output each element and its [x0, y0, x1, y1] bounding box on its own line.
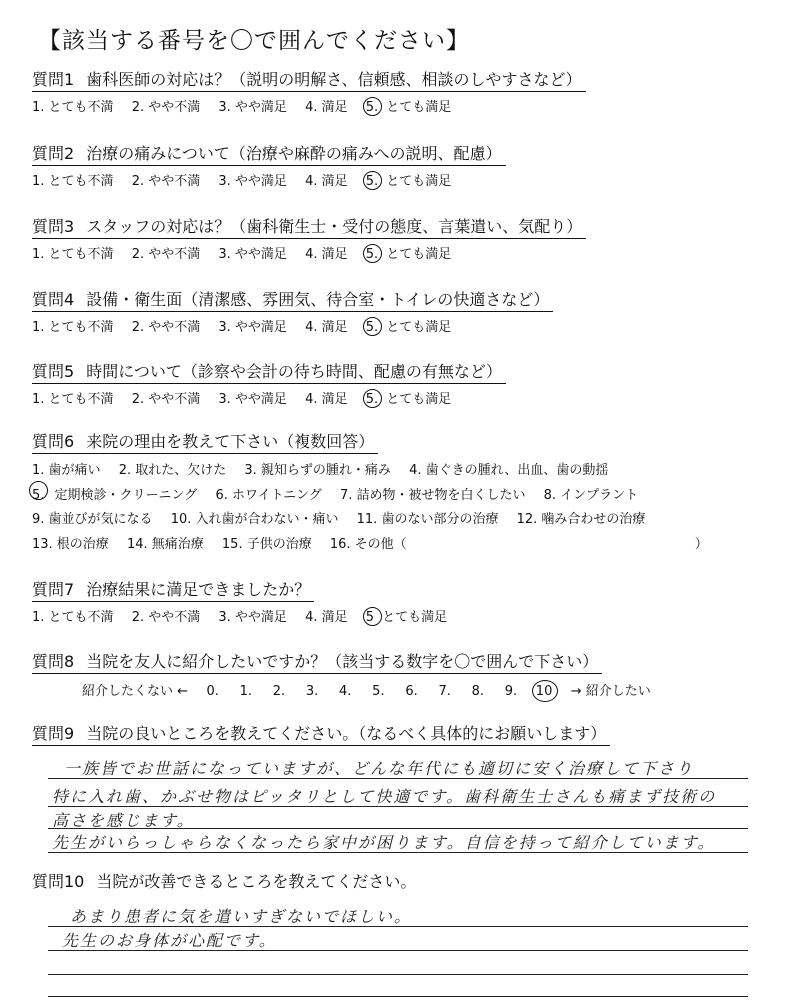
- reason-option[interactable]: 11. 歯のない部分の治療: [356, 512, 499, 527]
- option-2[interactable]: 2. やや不満: [131, 174, 201, 189]
- option-4[interactable]: 4. 満足: [305, 610, 348, 625]
- reason-option[interactable]: 7. 詰め物・被せ物を白くしたい: [339, 487, 526, 503]
- option-5-label: とても満足: [382, 610, 448, 625]
- scale-0[interactable]: 0.: [206, 684, 219, 699]
- question-label: 質問8: [32, 652, 75, 671]
- handwritten-answer-line: 特に入れ歯、かぶせ物はピッタリとして快適です。歯科衛生士さんも痛まず技術の: [52, 787, 717, 806]
- question-text: 当院を友人に紹介したいですか？（該当する数字を〇で囲んで下さい）: [86, 652, 599, 671]
- reason-option[interactable]: 13. 根の治療: [32, 536, 109, 552]
- reason-option[interactable]: 15. 子供の治療: [221, 536, 312, 552]
- option-5-circled[interactable]: 5.: [365, 174, 379, 189]
- recommend-scale: [82, 680, 752, 699]
- question-label: 質問7: [32, 580, 75, 599]
- reason-options: [32, 459, 752, 557]
- question-text: 歯科医師の対応は？（説明の明解さ、信頼感、相談のしやすさなど）: [86, 70, 582, 89]
- question-label: 質問4: [32, 290, 75, 309]
- option-5-label: とても満足: [386, 247, 452, 262]
- option-1[interactable]: 1. とても不満: [32, 174, 114, 189]
- question-8: [32, 652, 752, 699]
- option-5-circled[interactable]: 5: [365, 610, 375, 625]
- reason-option[interactable]: 6. ホワイトニング: [215, 487, 322, 503]
- option-3[interactable]: 3. やや満足: [218, 392, 287, 407]
- question-9: [32, 724, 752, 746]
- question-label: 質問1: [32, 70, 75, 89]
- rating-options: [32, 96, 752, 115]
- question-text: 治療結果に満足できましたか？: [86, 580, 311, 599]
- question-text: 治療の痛みについて（治療や麻酔の痛みへの説明、配慮）: [86, 144, 502, 163]
- rating-options: [32, 243, 752, 262]
- option-3[interactable]: 3. やや満足: [218, 174, 287, 189]
- reason-option-label: 定期検診・クリーニング: [54, 487, 198, 503]
- rating-options: [32, 606, 752, 625]
- option-5-label: とても満足: [386, 392, 452, 407]
- reason-option[interactable]: 9. 歯並びが気になる: [32, 512, 153, 527]
- reason-option[interactable]: 12. 噛み合わせの治療: [516, 512, 646, 527]
- other-close-paren: ）: [694, 536, 708, 552]
- other-option[interactable]: 16. その他（: [329, 536, 407, 552]
- answer-line: [48, 974, 748, 975]
- question-text: 設備・衛生面（清潔感、雰囲気、待合室・トイレの快適さなど）: [86, 290, 550, 309]
- option-1[interactable]: 1. とても不満: [32, 320, 114, 335]
- reason-option[interactable]: 2. 取れた、欠けた: [118, 463, 227, 478]
- scale-10-circled[interactable]: 10: [530, 684, 559, 699]
- option-1[interactable]: 1. とても不満: [32, 610, 114, 625]
- question-text: 時間について（診察や会計の待ち時間、配慮の有無など）: [86, 362, 502, 381]
- question-label: 質問10: [32, 872, 85, 891]
- question-label: 質問2: [32, 144, 75, 163]
- option-5-circled[interactable]: 5.: [365, 247, 379, 262]
- scale-6[interactable]: 6.: [405, 684, 418, 699]
- question-6: [32, 432, 752, 557]
- option-5-circled[interactable]: 5.: [365, 320, 379, 335]
- option-2[interactable]: 2. やや不満: [131, 247, 201, 262]
- handwritten-answer-line: 先生がいらっしゃらなくなったら家中が困ります。自信を持って紹介しています。: [52, 833, 716, 852]
- question-text: 来院の理由を教えて下さい（複数回答）: [86, 432, 375, 451]
- option-4[interactable]: 4. 満足: [305, 392, 348, 407]
- scale-2[interactable]: 2.: [272, 684, 286, 699]
- option-3[interactable]: 3. やや満足: [218, 610, 287, 625]
- scale-7[interactable]: 7.: [438, 684, 451, 699]
- scale-left-label: 紹介したくない ←: [82, 684, 189, 699]
- question-1: [32, 70, 752, 115]
- question-7: [32, 580, 752, 625]
- option-2[interactable]: 2. やや不満: [131, 610, 201, 625]
- question-text: スタッフの対応は？（歯科衛生士・受付の態度、言葉遣い、気配り）: [86, 217, 583, 236]
- reason-option[interactable]: 14. 無痛治療: [126, 536, 204, 552]
- scale-8[interactable]: 8.: [471, 684, 484, 699]
- reason-option[interactable]: 1. 歯が痛い: [32, 463, 101, 478]
- question-label: 質問9: [32, 724, 75, 743]
- option-4[interactable]: 4. 満足: [305, 174, 348, 189]
- handwritten-answer-line: 一族皆でお世話になっていますが、どんな年代にも適切に安く治療して下さり: [64, 759, 695, 778]
- option-4[interactable]: 4. 満足: [305, 320, 348, 335]
- option-2[interactable]: 2. やや不満: [131, 320, 201, 335]
- option-4[interactable]: 4. 満足: [305, 247, 348, 262]
- handwritten-answer-line: 高さを感じます。: [52, 811, 195, 830]
- question-10: [32, 872, 752, 892]
- reason-option[interactable]: 4. 歯ぐきの腫れ、出血、歯の動揺: [409, 463, 609, 478]
- question-3: [32, 217, 752, 262]
- question-2: [32, 144, 752, 189]
- question-label: 質問3: [32, 217, 75, 236]
- scale-3[interactable]: 3.: [305, 684, 319, 699]
- question-text: 当院が改善できるところを教えてください。: [96, 872, 417, 891]
- option-5-label: とても満足: [386, 174, 452, 189]
- option-5-circled[interactable]: 5.: [365, 392, 379, 407]
- reason-option[interactable]: 10. 入れ歯が合わない・痛い: [170, 512, 339, 527]
- option-5-label: とても満足: [386, 320, 452, 335]
- rating-options: [32, 388, 752, 407]
- reason-option-5-circled[interactable]: 5.: [32, 484, 44, 509]
- option-1[interactable]: 1. とても不満: [32, 392, 114, 407]
- option-3[interactable]: 3. やや満足: [218, 247, 287, 262]
- question-5: [32, 362, 752, 407]
- page-title: 【該当する番号を〇で囲んでください】: [38, 28, 470, 54]
- question-4: [32, 290, 752, 335]
- scale-right-label: → 紹介したい: [570, 684, 651, 699]
- option-3[interactable]: 3. やや満足: [218, 320, 287, 335]
- handwritten-answer-line: あまり患者に気を遣いすぎないでほしい。: [70, 907, 413, 926]
- option-1[interactable]: 1. とても不満: [32, 100, 114, 115]
- rating-options: [32, 316, 752, 335]
- question-text: 当院の良いところを教えてください。（なるべく具体的にお願いします）: [86, 724, 607, 743]
- handwritten-answer-line: 先生のお身体が心配です。: [62, 931, 277, 950]
- question-label: 質問5: [32, 362, 75, 381]
- option-3[interactable]: 3. やや満足: [218, 100, 287, 115]
- option-4[interactable]: 4. 満足: [305, 100, 348, 115]
- rating-options: [32, 170, 752, 189]
- option-5-circled[interactable]: 5.: [365, 100, 379, 115]
- answer-line: [48, 996, 748, 997]
- scale-1[interactable]: 1.: [239, 684, 253, 699]
- option-2[interactable]: 2. やや不満: [131, 100, 201, 115]
- scale-5[interactable]: 5.: [372, 684, 385, 699]
- reason-option[interactable]: 8. インプラント: [543, 487, 639, 503]
- option-1[interactable]: 1. とても不満: [32, 247, 114, 262]
- scale-4[interactable]: 4.: [339, 684, 352, 699]
- reason-option[interactable]: 3. 親知らずの腫れ・痛み: [244, 463, 391, 478]
- option-5-label: とても満足: [386, 100, 452, 115]
- scale-9[interactable]: 9.: [504, 684, 518, 699]
- question-label: 質問6: [32, 432, 75, 451]
- option-2[interactable]: 2. やや不満: [131, 392, 201, 407]
